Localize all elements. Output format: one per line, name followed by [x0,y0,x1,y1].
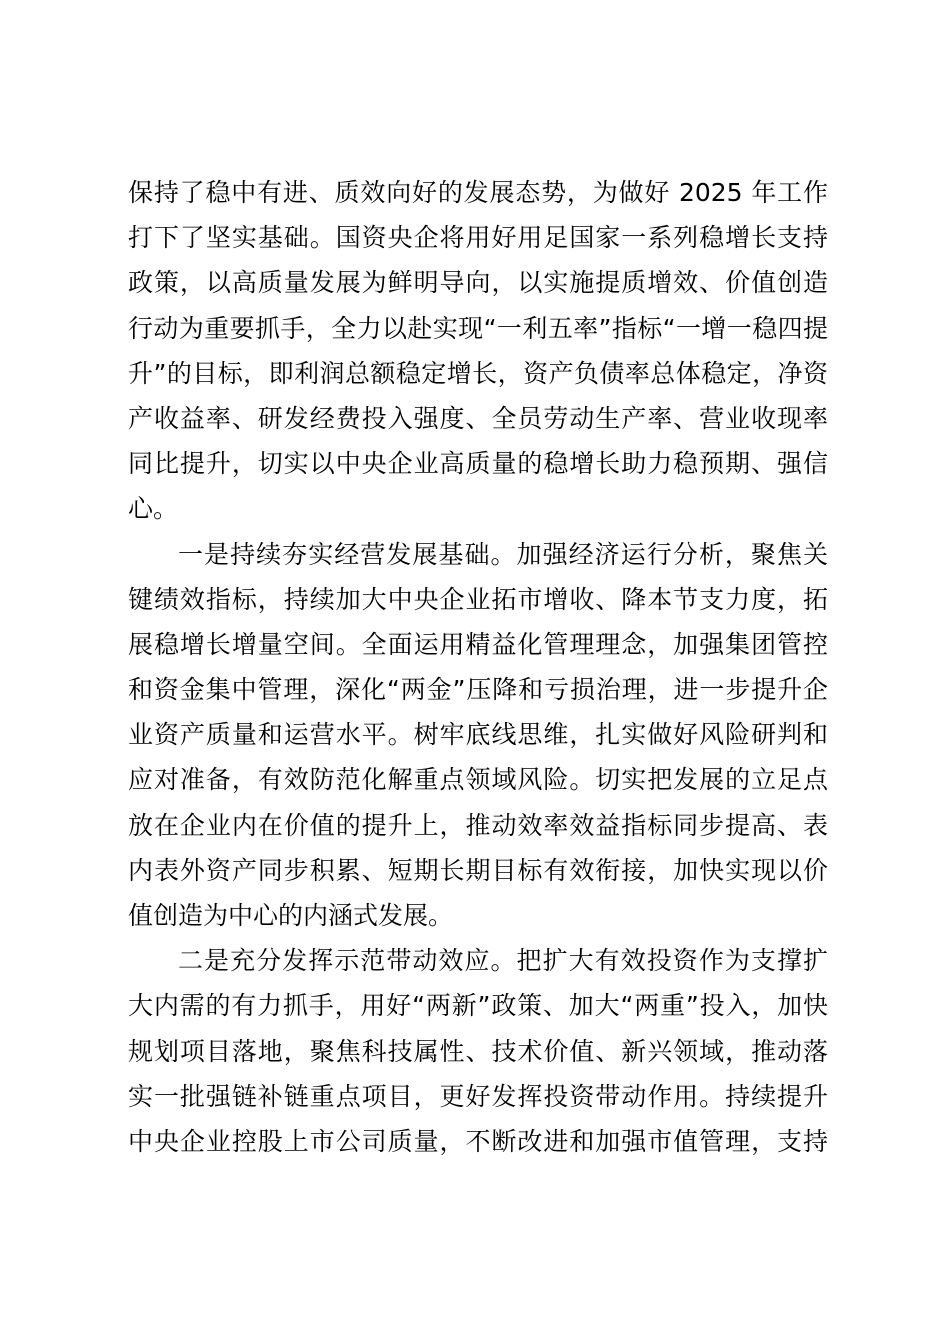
text-line: 规划项目落地，聚焦科技属性、技术价值、新兴领域，推动落 [128,1036,828,1066]
text-line: 应对准备，有效防范化解重点领域风险。切实把发展的立足点 [128,765,828,795]
text-line: 和资金集中管理，深化“两金”压降和亏损治理，进一步提升企 [128,675,828,705]
text-line: 升”的目标，即利润总额稳定增长，资产负债率总体稳定，净资 [128,358,828,388]
text-line: 键绩效指标，持续加大中央企业拓市增收、降本节支力度，拓 [128,584,828,614]
text-line: 同比提升，切实以中央企业高质量的稳增长助力稳预期、强信 [128,449,828,479]
paragraph-2 [128,532,828,939]
text-line: 心。 [128,494,179,524]
text-line: 政策，以高质量发展为鲜明导向，以实施提质增效、价值创造 [128,268,828,298]
body-text [128,170,828,1164]
text-line: 展稳增长增量空间。全面运用精益化管理理念，加强集团管控 [128,629,828,659]
text-line: 打下了坚实基础。国资央企将用好用足国家一系列稳增长支持 [128,223,828,253]
text-line: 二是充分发挥示范带动效应。把扩大有效投资作为支撑扩 [178,946,828,976]
text-line: 值创造为中心的内涵式发展。 [128,901,454,930]
text-line: 业资产质量和运营水平。树牢底线思维，扎实做好风险研判和 [128,720,828,750]
text-line: 放在企业内在价值的提升上，推动效率效益指标同步提高、表 [128,810,828,840]
text-line: 行动为重要抓手，全力以赴实现“一利五率”指标“一增一稳四提 [128,313,828,343]
text-line: 内表外资产同步积累、短期长期目标有效衔接，加快实现以价 [128,855,828,885]
text-line: 大内需的有力抓手，用好“两新”政策、加大“两重”投入，加快 [128,991,828,1021]
paragraph-1 [128,170,828,532]
text-line: 保持了稳中有进、质效向好的发展态势，为做好 2025 年工作 [128,178,828,207]
text-line: 一是持续夯实经营发展基础。加强经济运行分析，聚焦关 [178,539,828,569]
text-line: 产收益率、研发经费投入强度、全员劳动生产率、营业收现率 [128,403,828,433]
text-line: 实一批强链补链重点项目，更好发挥投资带动作用。持续提升 [128,1081,828,1111]
text-line: 中央企业控股上市公司质量，不断改进和加强市值管理，支持 [128,1126,828,1156]
paragraph-3 [128,938,828,1164]
